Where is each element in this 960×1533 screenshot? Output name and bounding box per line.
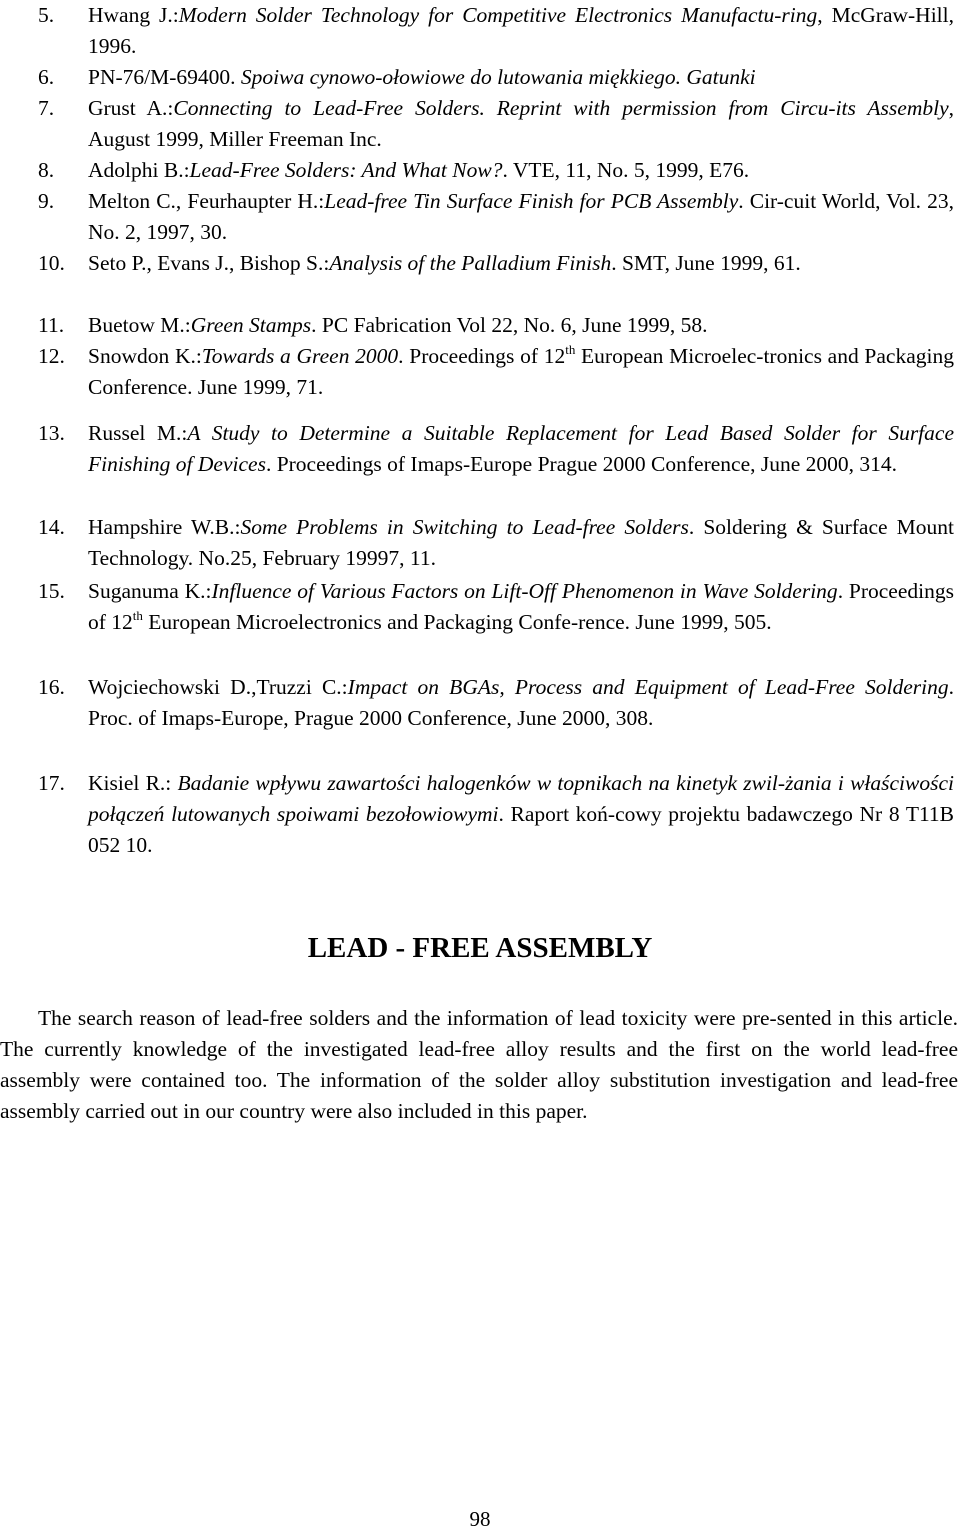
- reference-title: Some Problems in Switching to Lead-free Solders: [240, 515, 689, 539]
- reference-source: . SMT, June 1999, 61.: [611, 251, 801, 275]
- reference-source: . Raport koń-cowy projektu badawczego Nr 8 T11B 052 10.: [88, 802, 955, 857]
- reference-source: , August 1999, Miller Freeman Inc.: [88, 96, 955, 151]
- reference-number: 6.: [38, 65, 55, 89]
- reference-authors: Snowdon K.:: [88, 344, 202, 368]
- reference-title: Analysis of the Palladium Finish: [329, 251, 612, 275]
- reference-source: . Proceedings of Imaps-Europe Prague 2000 Conference, June 2000, 314.: [265, 452, 898, 476]
- reference-number: 17.: [38, 771, 65, 795]
- reference-number: 12.: [38, 344, 65, 368]
- reference-number: 8.: [38, 158, 55, 182]
- reference-number: 5.: [38, 3, 55, 27]
- reference-title: Impact on BGAs, Process and Equipment of Lead-Free Soldering: [347, 675, 949, 699]
- reference-source: . Cir-cuit World, Vol. 23, No. 2, 1997, 30.: [88, 189, 954, 244]
- reference-item: [0, 310, 960, 341]
- reference-authors: Hwang J.:: [88, 3, 179, 27]
- reference-item: [0, 155, 960, 186]
- reference-title: Towards a Green 2000: [201, 344, 399, 368]
- reference-number: 16.: [38, 675, 65, 699]
- reference-title: Green Stamps: [190, 313, 312, 337]
- reference-item: [0, 248, 960, 279]
- reference-title: Badanie wpływu zawartości halogenków w topnikach na kinetyk zwil-żania i właściwości połączeń lutowanych spoiwami bezołowiowymi: [88, 771, 955, 826]
- reference-number: 14.: [38, 515, 65, 539]
- reference-authors: Wojciechowski D.,Truzzi C.:: [88, 675, 348, 699]
- reference-title: A Study to Determine a Suitable Replacement for Lead Based Solder for Surface Finishing of Devices: [88, 421, 954, 476]
- reference-source: . Soldering & Surface Mount Technology. No.25, February 19997, 11.: [88, 515, 955, 570]
- reference-title: Lead-Free Solders: And What Now?: [189, 158, 503, 182]
- reference-authors: Suganuma K.:: [88, 579, 212, 603]
- reference-item: [0, 186, 960, 248]
- reference-authors: Kisiel R.:: [88, 771, 178, 795]
- reference-source: . PC Fabrication Vol 22, No. 6, June 1999, 58.: [311, 313, 708, 337]
- reference-item: [0, 576, 960, 638]
- reference-title: Lead-free Tin Surface Finish for PCB Assembly: [324, 189, 739, 213]
- reference-source: European Microelectronics and Packaging Confe-rence. June 1999, 505.: [142, 610, 772, 634]
- reference-authors: Buetow M.:: [88, 313, 191, 337]
- reference-source: , McGraw-Hill, 1996.: [88, 3, 954, 58]
- reference-title: Connecting to Lead-Free Solders. Reprint with permission from Circu-its Assembly: [173, 96, 949, 120]
- superscript: th: [565, 342, 576, 357]
- reference-number: 11.: [38, 313, 65, 337]
- reference-item: [0, 0, 960, 62]
- reference-source: . Proc. of Imaps-Europe, Prague 2000 Conference, June 2000, 308.: [88, 675, 955, 730]
- reference-item: [0, 93, 960, 155]
- reference-title: Modern Solder Technology for Competitive Electronics Manufactu-ring: [178, 3, 818, 27]
- reference-authors: PN-76/M-69400.: [88, 65, 236, 89]
- reference-item: [0, 341, 960, 403]
- reference-item: [0, 768, 960, 861]
- reference-title: Influence of Various Factors on Lift-Off Phenomenon in Wave Soldering: [211, 579, 838, 603]
- reference-number: 9.: [38, 189, 55, 213]
- reference-authors: Adolphi B.:: [88, 158, 190, 182]
- reference-item: [0, 672, 960, 734]
- reference-item: [0, 418, 960, 480]
- reference-item: [0, 62, 960, 93]
- reference-source: European Microelec-tronics and Packaging Conference. June 1999, 71.: [88, 344, 954, 399]
- reference-number: 10.: [38, 251, 65, 275]
- reference-authors: Russel M.:: [88, 421, 188, 445]
- reference-authors: Grust A.:: [88, 96, 174, 120]
- reference-source: . VTE, 11, No. 5, 1999, E76.: [502, 158, 750, 182]
- reference-number: 7.: [38, 96, 55, 120]
- superscript: th: [132, 608, 143, 623]
- reference-number: 13.: [38, 421, 65, 445]
- reference-authors: Seto P., Evans J., Bishop S.:: [88, 251, 330, 275]
- reference-item: [0, 512, 960, 574]
- reference-authors: Hampshire W.B.:: [88, 515, 241, 539]
- page-number: 98: [469, 1507, 491, 1531]
- reference-source-prefix: . Proceedings of 12: [88, 579, 954, 634]
- reference-title: Spoiwa cynowo-ołowiowe do lutowania miękkiego. Gatunki: [235, 65, 756, 89]
- reference-source-prefix: . Proceedings of 12: [398, 344, 566, 368]
- reference-number: 15.: [38, 579, 65, 603]
- reference-authors: Melton C., Feurhaupter H.:: [88, 189, 325, 213]
- abstract-paragraph: The search reason of lead-free solders and the information of lead toxicity were pre-sented in this article. The currently knowledge of the investigated lead-free alloy results and the first on the world lead-free assembly were contained too. The information of the solder alloy substitution investigation and lead-free assembly carried out in our country were also included in this paper.: [0, 1006, 958, 1123]
- section-title: LEAD - FREE ASSEMBLY: [307, 932, 653, 964]
